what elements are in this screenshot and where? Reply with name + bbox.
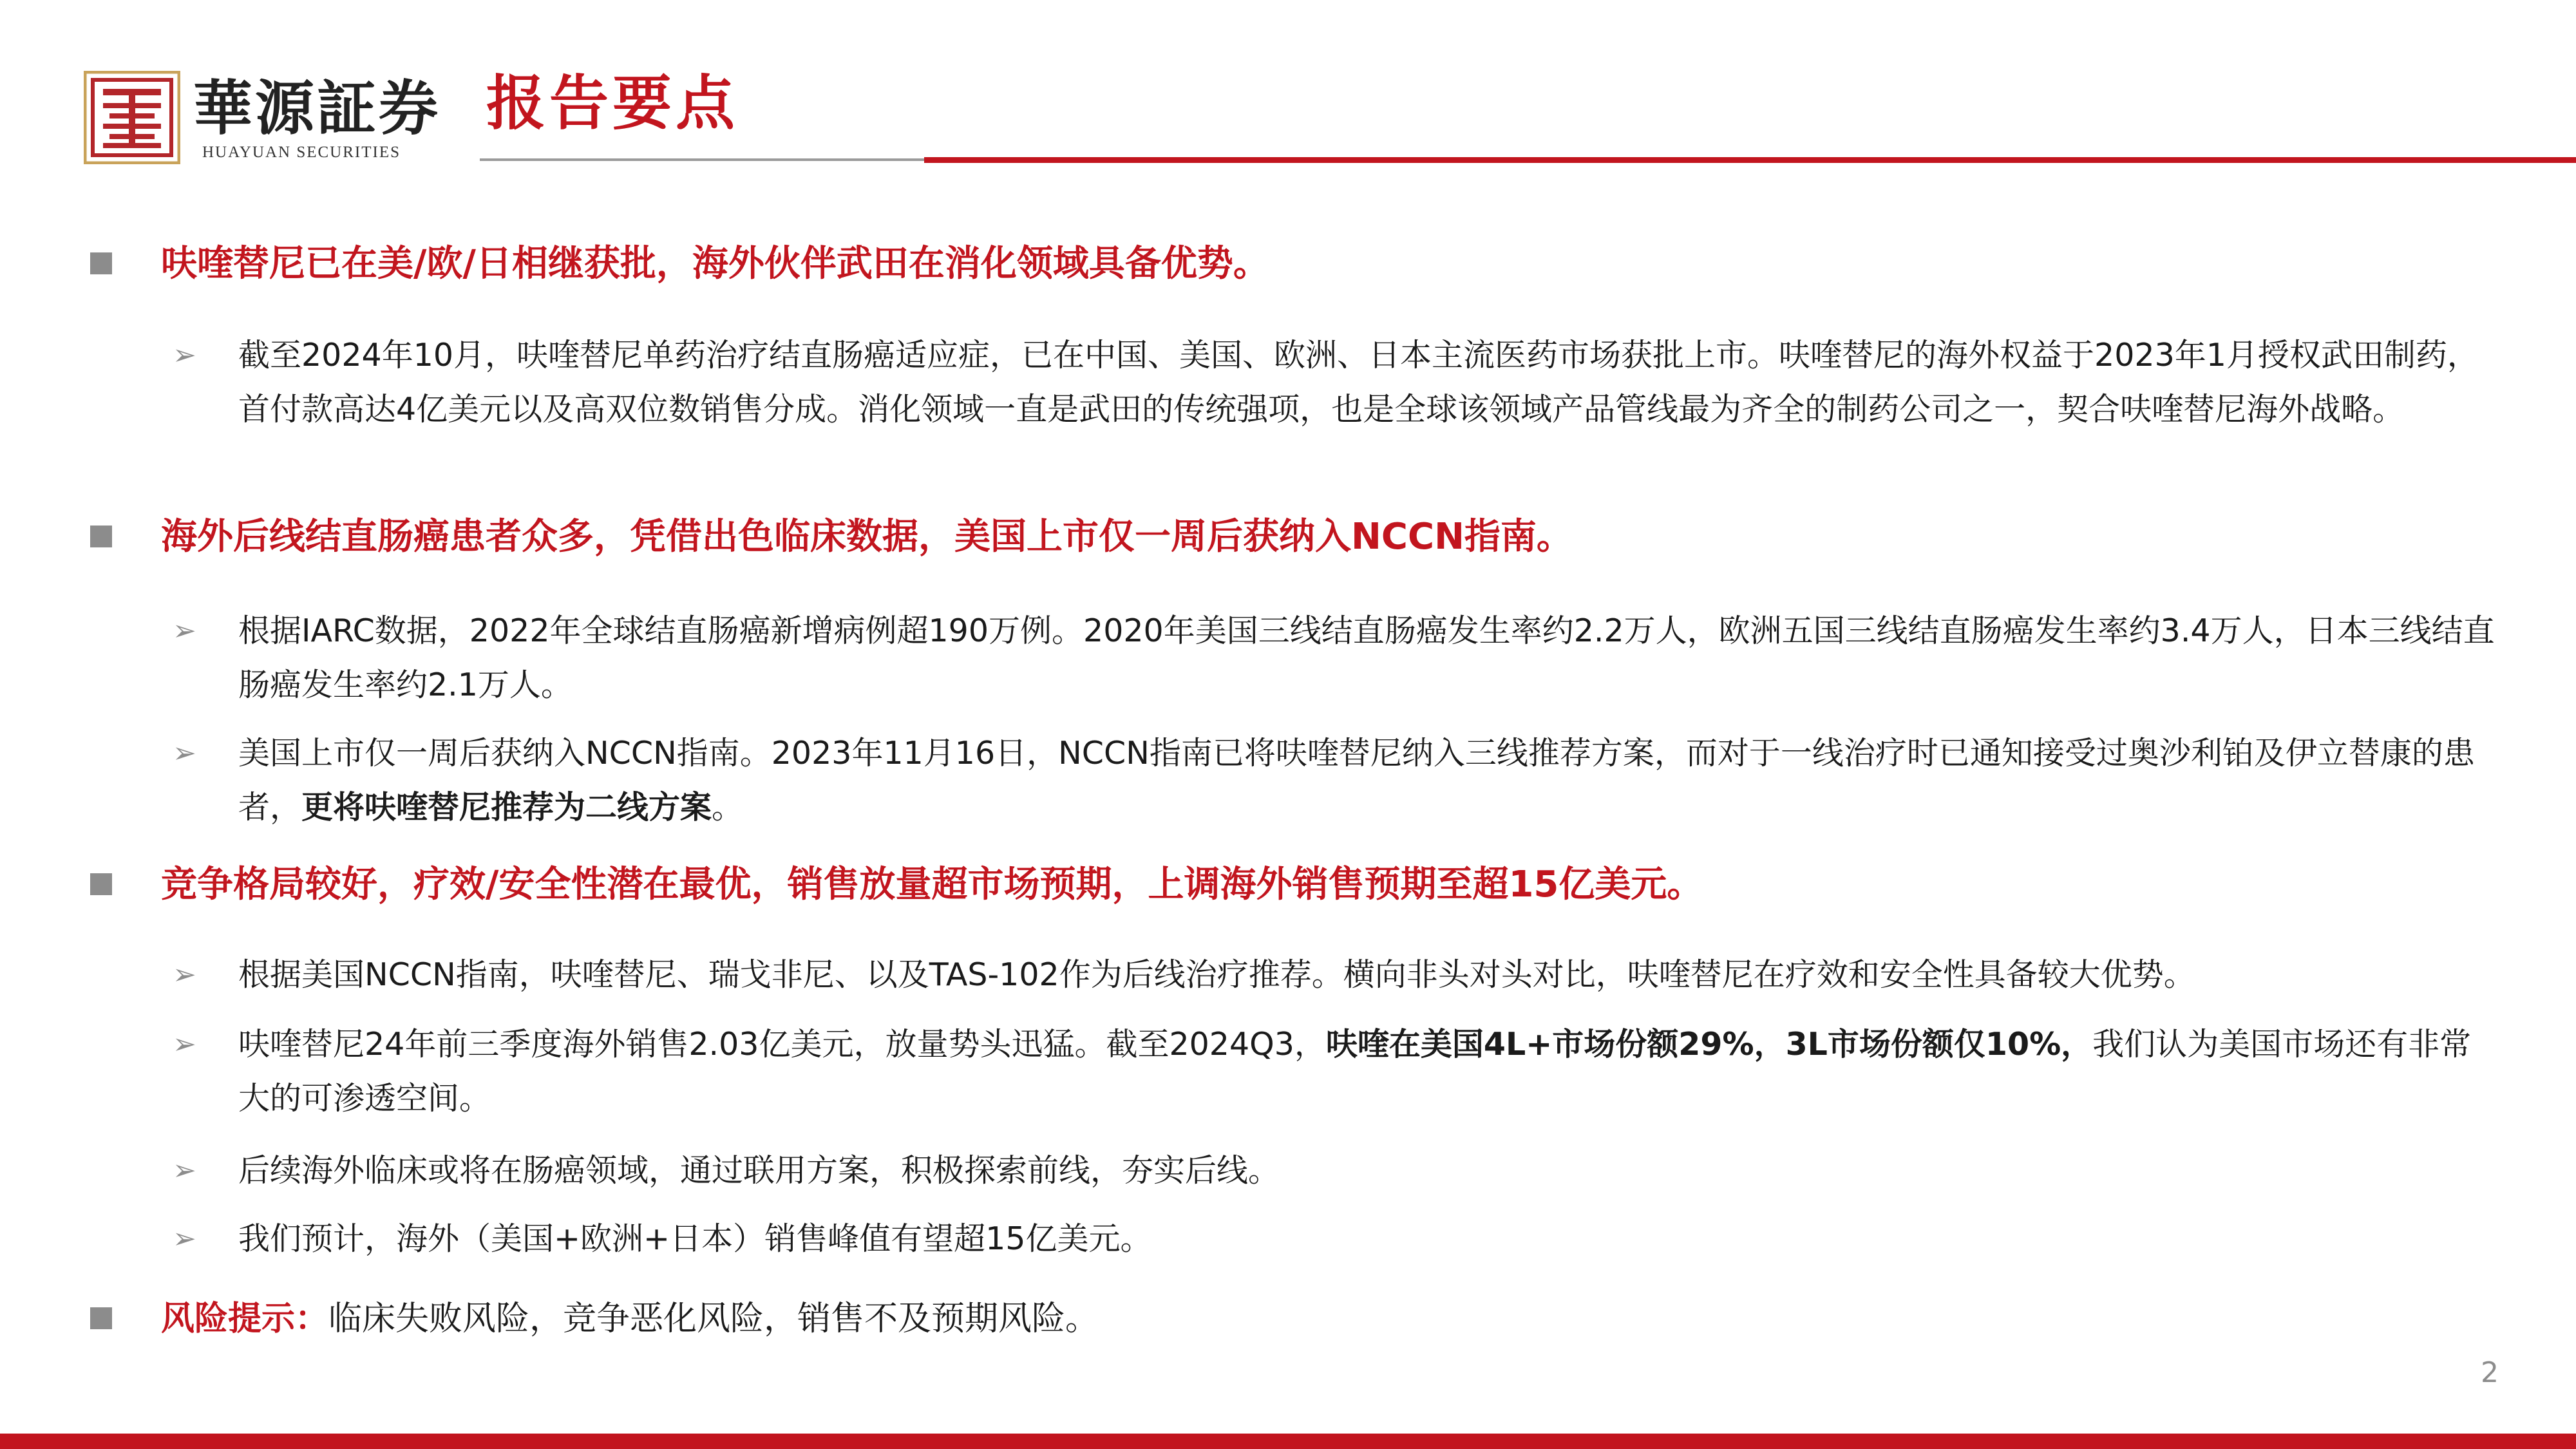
bullet-segment: 我们预计，海外（美国+欧洲+日本）销售峰值有望超15亿美元。 — [238, 1220, 1152, 1257]
bullet-segment: 根据IARC数据，2022年全球结直肠癌新增病例超190万例。2020年美国三线结直肠癌发生率约2.2万人，欧洲五国三线结直肠癌发生率约3.4万人，日本三线结直肠癌发生率约2.1万人。 — [238, 612, 2495, 703]
page-number: 2 — [2481, 1356, 2499, 1389]
header-divider-accent — [924, 157, 2576, 163]
footer-accent-bar — [0, 1434, 2576, 1449]
page-title: 报告要点 — [486, 68, 739, 138]
bullet-segment: 美国上市仅一周后获纳入NCCN指南。2023年11月16日，NCCN指南已将呋喹替尼纳入三线推荐方案，而对于一线治疗时已通知接受过奥沙利铂及伊立替康的患者， — [238, 735, 2475, 826]
bullet-segment: 呋喹替尼24年前三季度海外销售2.03亿美元，放量势头迅猛。截至2024Q3， — [238, 1026, 1326, 1063]
bullet-segment-bold: 更将呋喹替尼推荐为二线方案 — [301, 789, 712, 826]
arrow-bullet-icon: ➢ — [173, 958, 196, 991]
company-logo-icon — [84, 71, 180, 164]
bullet-text — [238, 1144, 2496, 1198]
arrow-bullet-icon: ➢ — [173, 1222, 196, 1255]
bullet-text — [238, 328, 2496, 437]
section-heading: 呋喹替尼已在美/欧/日相继获批，海外伙伴武田在消化领域具备优势。 — [161, 243, 1269, 285]
bullet-text — [238, 1018, 2496, 1126]
bullet-segment: 截至2024年10月，呋喹替尼单药治疗结直肠癌适应症，已在中国、美国、欧洲、日本主流医药市场获批上市。呋喹替尼的海外权益于2023年1月授权武田制药，首付款高达4亿美元以及高双位数销售分成。消化领域一直是武田的传统强项，也是全球该领域产品管线最为齐全的制药公司之一，契合呋喹替尼海外战略。 — [238, 337, 2479, 428]
risk-warning — [161, 1292, 2537, 1346]
risk-text: 临床失败风险，竞争恶化风险，销售不及预期风险。 — [328, 1300, 1099, 1338]
section-heading: 竞争格局较好，疗效/安全性潜在最优，销售放量超市场预期，上调海外销售预期至超15亿美元。 — [161, 864, 1703, 905]
risk-label: 风险提示： — [161, 1300, 329, 1338]
bullet-segment-bold: 呋喹在美国4L+市场份额29%，3L市场份额仅10%， — [1325, 1026, 2093, 1063]
header-divider-thin — [480, 158, 924, 161]
bullet-text — [238, 1212, 2496, 1266]
arrow-bullet-icon: ➢ — [173, 614, 196, 647]
logo-english-name: HUAYUAN SECURITIES — [202, 144, 401, 161]
arrow-bullet-icon: ➢ — [173, 737, 196, 770]
square-bullet-icon — [90, 873, 112, 895]
arrow-bullet-icon: ➢ — [173, 339, 196, 372]
bullet-text — [238, 604, 2496, 712]
bullet-segment: 。 — [712, 789, 744, 826]
arrow-bullet-icon: ➢ — [173, 1154, 196, 1187]
logo-chinese-name: 華源証券 — [193, 73, 441, 143]
bullet-text — [238, 726, 2496, 835]
square-bullet-icon — [90, 252, 112, 274]
bullet-segment: 我们认为美国市场还有非常大的可渗透空间。 — [238, 1026, 2472, 1117]
bullet-segment: 后续海外临床或将在肠癌领域，通过联用方案，积极探索前线，夯实后线。 — [238, 1152, 1280, 1189]
square-bullet-icon — [90, 526, 112, 547]
bullet-segment: 根据美国NCCN指南，呋喹替尼、瑞戈非尼、以及TAS-102作为后线治疗推荐。横向非头对头对比，呋喹替尼在疗效和安全性具备较大优势。 — [238, 956, 2195, 993]
arrow-bullet-icon: ➢ — [173, 1028, 196, 1061]
bullet-text — [238, 948, 2496, 1002]
section-heading: 海外后线结直肠癌患者众多，凭借出色临床数据，美国上市仅一周后获纳入NCCN指南。 — [161, 516, 1573, 558]
square-bullet-icon — [90, 1307, 112, 1329]
